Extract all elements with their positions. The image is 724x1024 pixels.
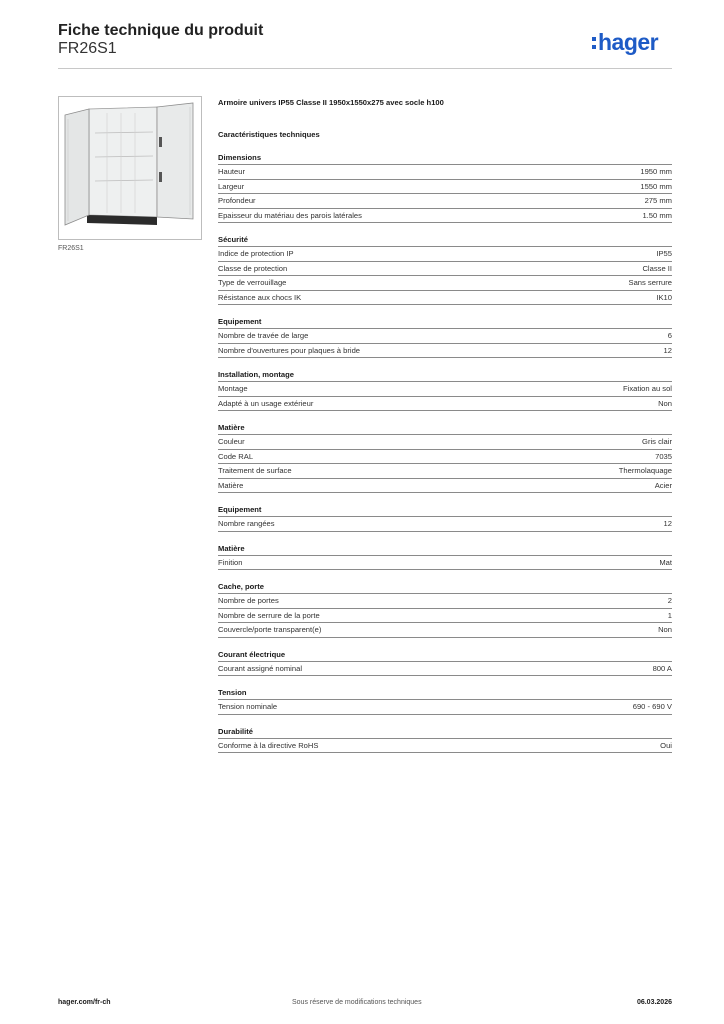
spec-label: Nombre d'ouvertures pour plaques à bride (218, 345, 361, 355)
spec-label: Nombre de portes (218, 596, 279, 605)
spec-label: Hauteur (218, 167, 246, 176)
spec-value: Fixation au sol (623, 384, 672, 393)
spec-value: 7035 (655, 451, 672, 461)
spec-group (218, 687, 672, 715)
spec-label: Matière (218, 480, 244, 490)
spec-row (218, 464, 672, 479)
spec-row (218, 329, 672, 344)
spec-value: Classe II (642, 263, 672, 273)
spec-row (218, 382, 672, 397)
spec-groups (218, 152, 672, 753)
spec-label: Epaisseur du matériau des parois latérales (218, 210, 362, 220)
spec-row (218, 556, 672, 571)
spec-value: Acier (654, 480, 672, 490)
product-image (58, 96, 202, 240)
spec-value: 12 (663, 519, 672, 528)
footer-date: 06.03.2026 (636, 999, 672, 1006)
group-title: Equipement (218, 316, 672, 329)
footer-disclaimer: Sous réserve de modifications techniques (292, 999, 422, 1006)
spec-label: Montage (218, 384, 248, 393)
spec-row (218, 450, 672, 465)
spec-group (218, 504, 672, 532)
spec-value: 12 (663, 345, 672, 355)
spec-row (218, 609, 672, 624)
section-heading: Caractéristiques techniques (218, 130, 320, 139)
spec-group (218, 649, 672, 677)
spec-value: 1 (667, 610, 672, 620)
spec-group (218, 422, 672, 493)
page-title: Fiche technique du produit (58, 22, 264, 39)
group-title: Tension (218, 687, 672, 700)
group-title: Matière (218, 543, 672, 556)
spec-label: Code RAL (218, 451, 254, 461)
spec-label: Couvercle/porte transparent(e) (218, 625, 322, 634)
spec-label: Traitement de surface (218, 466, 292, 475)
spec-row (218, 276, 672, 291)
spec-value: 1950 mm (640, 167, 672, 176)
spec-value: 6 (667, 331, 672, 340)
spec-value: Oui (660, 740, 672, 750)
spec-row (218, 479, 672, 494)
spec-label: Résistance aux chocs IK (218, 292, 302, 302)
spec-label: Couleur (218, 437, 245, 446)
spec-row (218, 262, 672, 277)
spec-value: 1550 mm (640, 181, 672, 191)
image-caption: FR26S1 (58, 245, 84, 252)
spec-label: Type de verrouillage (218, 278, 287, 287)
spec-value: Thermolaquage (618, 466, 672, 475)
spec-label: Profondeur (218, 196, 256, 205)
spec-label: Nombre de serrure de la porte (218, 610, 320, 620)
spec-row (218, 344, 672, 359)
spec-group (218, 726, 672, 754)
header-divider (58, 68, 672, 69)
spec-value: 275 mm (644, 196, 672, 205)
spec-label: Courant assigné nominal (218, 663, 303, 673)
svg-text:hager: hager (598, 29, 659, 55)
spec-value: Non (658, 398, 672, 408)
group-title: Cache, porte (218, 581, 672, 594)
spec-value: 690 - 690 V (632, 702, 672, 711)
group-title: Installation, montage (218, 369, 672, 382)
spec-value: Non (658, 625, 672, 634)
spec-row (218, 209, 672, 224)
product-code: FR26S1 (58, 40, 117, 57)
spec-label: Nombre de travée de large (218, 331, 309, 340)
spec-group (218, 369, 672, 411)
spec-row (218, 517, 672, 532)
footer-website[interactable]: hager.com/fr-ch (58, 999, 111, 1006)
spec-value: 1.50 mm (642, 210, 672, 220)
spec-row (218, 662, 672, 677)
spec-row (218, 247, 672, 262)
spec-row (218, 700, 672, 715)
spec-group (218, 152, 672, 223)
spec-row (218, 397, 672, 412)
spec-group (218, 234, 672, 305)
spec-value: IK10 (656, 292, 672, 302)
spec-value: Gris clair (642, 437, 672, 446)
spec-label: Tension nominale (218, 702, 278, 711)
group-title: Courant électrique (218, 649, 672, 662)
spec-row (218, 435, 672, 450)
group-title: Matière (218, 422, 672, 435)
spec-row (218, 291, 672, 306)
spec-content (218, 96, 672, 753)
spec-value: Sans serrure (628, 278, 672, 287)
spec-label: Finition (218, 557, 243, 567)
spec-row (218, 165, 672, 180)
spec-value: 800 A (652, 663, 672, 673)
spec-row (218, 594, 672, 609)
spec-label: Nombre rangées (218, 519, 275, 528)
group-title: Sécurité (218, 234, 672, 247)
spec-row (218, 180, 672, 195)
product-description: Armoire univers IP55 Classe II 1950x1550x275 avec socle h100 (218, 98, 444, 107)
group-title: Durabilité (218, 726, 672, 739)
spec-group (218, 316, 672, 358)
spec-label: Conforme à la directive RoHS (218, 740, 319, 750)
spec-label: Largeur (218, 181, 245, 191)
spec-label: Adapté à un usage extérieur (218, 398, 314, 408)
group-title: Equipement (218, 504, 672, 517)
spec-value: IP55 (656, 249, 672, 258)
spec-row (218, 739, 672, 754)
group-title: Dimensions (218, 152, 672, 165)
spec-value: 2 (667, 596, 672, 605)
cabinet-open-door-icon (59, 97, 201, 239)
spec-group (218, 543, 672, 571)
hager-logo[interactable] (592, 28, 674, 56)
spec-label: Classe de protection (218, 263, 288, 273)
spec-row (218, 194, 672, 209)
spec-row (218, 623, 672, 638)
spec-label: Indice de protection IP (218, 249, 294, 258)
spec-value: Mat (659, 557, 672, 567)
spec-group (218, 581, 672, 638)
